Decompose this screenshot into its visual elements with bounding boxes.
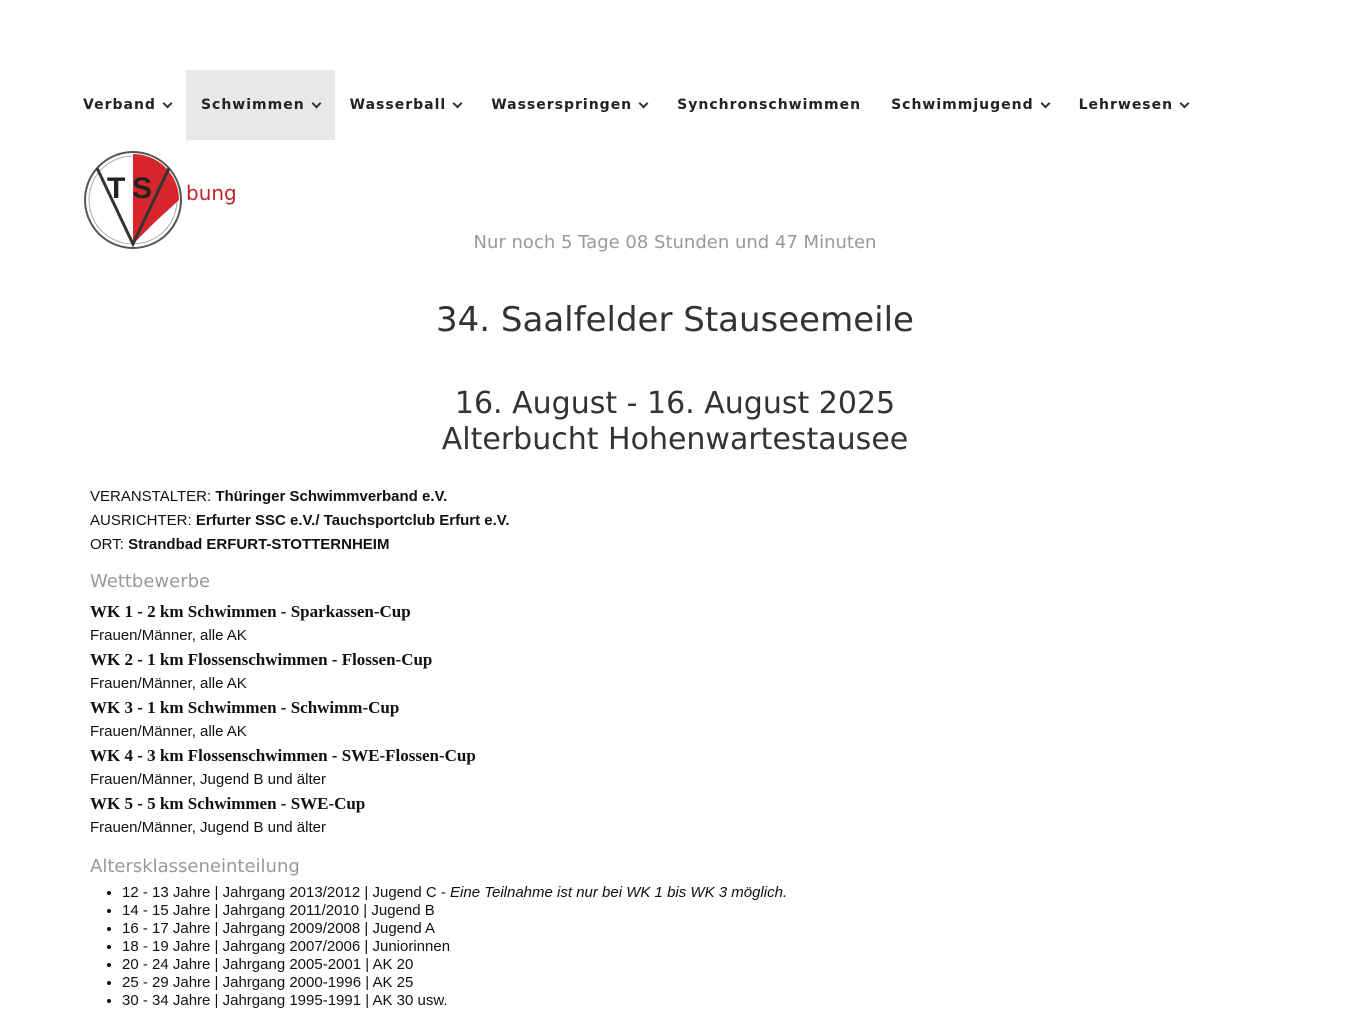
wk-subtitle: Frauen/Männer, alle AK: [90, 675, 247, 692]
chevron-down-icon: [639, 98, 649, 108]
nav-item-synchronschwimmen[interactable]: [662, 70, 876, 140]
veranstalter-label: VERANSTALTER:: [90, 488, 216, 505]
ort-value: Strandbad ERFURT-STOTTERNHEIM: [128, 536, 390, 553]
chevron-down-icon: [453, 98, 463, 108]
wk-title: WK 2 - 1 km Flossenschwimmen - Flossen-Cup: [90, 650, 433, 669]
ak-text: 30 - 34 Jahre | Jahrgang 1995-1991 | AK 30 usw.: [122, 992, 448, 1009]
nav-item-schwimmjugend[interactable]: [876, 70, 1064, 140]
ak-text: 25 - 29 Jahre | Jahrgang 2000-1996 | AK 25: [122, 974, 414, 991]
wk-title: WK 4 - 3 km Flossenschwimmen - SWE-Flossen-Cup: [90, 746, 476, 765]
wk-subtitle: Frauen/Männer, Jugend B und älter: [90, 819, 326, 836]
ak-text: 12 - 13 Jahre | Jahrgang 2013/2012 | Jugend C -: [122, 884, 451, 901]
wk-subtitle: Frauen/Männer, alle AK: [90, 627, 247, 644]
nav-label: Synchronschwimmen: [677, 97, 862, 113]
nav-item-wasserball[interactable]: [335, 70, 477, 140]
chevron-down-icon: [162, 98, 172, 108]
breadcrumb[interactable]: bung: [186, 181, 237, 205]
event-location: Alterbucht Hohenwartestausee: [441, 422, 909, 457]
ort-label: ORT:: [90, 536, 129, 553]
ak-text: 14 - 15 Jahre | Jahrgang 2011/2010 | Jugend B: [122, 902, 435, 919]
list-item: [122, 938, 787, 956]
ausrichter-label: AUSRICHTER:: [90, 512, 196, 529]
nav-label: Schwimmen: [200, 97, 305, 113]
event-date-location: [0, 386, 1350, 458]
chevron-down-icon: [1180, 98, 1190, 108]
chevron-down-icon: [1040, 98, 1050, 108]
nav-label: Lehrwesen: [1078, 97, 1174, 113]
ort-line: [90, 533, 510, 557]
wettbewerbe-list: [90, 600, 476, 840]
list-item: [122, 920, 787, 938]
wk-title: WK 1 - 2 km Schwimmen - Sparkassen-Cup: [90, 602, 411, 621]
wettbewerbe-heading: Wettbewerbe: [90, 571, 211, 592]
list-item: [122, 956, 787, 974]
event-dates: 16. August - 16. August 2025: [454, 386, 896, 421]
ak-note: Eine Teilnahme ist nur bei WK 1 bis WK 3 möglich.: [450, 884, 788, 901]
ak-text: 18 - 19 Jahre | Jahrgang 2007/2006 | Juniorinnen: [122, 938, 451, 955]
main-nav: [68, 70, 1203, 140]
altersklassen-list: [90, 884, 787, 1010]
ak-text: 20 - 24 Jahre | Jahrgang 2005-2001 | AK 20: [122, 956, 414, 973]
nav-label: Wasserball: [349, 97, 447, 113]
event-info: [90, 485, 510, 557]
ausrichter-value: Erfurter SSC e.V./ Tauchsportclub Erfurt e.V.: [195, 512, 510, 529]
ausrichter-line: [90, 509, 510, 533]
svg-text:S: S: [132, 172, 153, 205]
altersklassen-heading: Altersklasseneinteilung: [90, 856, 300, 877]
ak-text: 16 - 17 Jahre | Jahrgang 2009/2008 | Jugend A: [122, 920, 436, 937]
svg-text:T: T: [107, 172, 126, 205]
list-item: [122, 974, 787, 992]
chevron-down-icon: [311, 98, 321, 108]
wk-title: WK 5 - 5 km Schwimmen - SWE-Cup: [90, 794, 366, 813]
wk-subtitle: Frauen/Männer, Jugend B und älter: [90, 771, 326, 788]
wk-title: WK 3 - 1 km Schwimmen - Schwimm-Cup: [90, 698, 400, 717]
nav-item-schwimmen[interactable]: [186, 70, 335, 140]
event-title: 34. Saalfelder Stauseemeile: [436, 300, 914, 340]
nav-item-wasserspringen[interactable]: [476, 70, 662, 140]
wk-subtitle: Frauen/Männer, alle AK: [90, 723, 247, 740]
nav-label: Verband: [83, 97, 156, 113]
nav-item-verband[interactable]: [68, 70, 186, 140]
nav-label: Schwimmjugend: [891, 97, 1034, 113]
list-item: [122, 902, 787, 920]
countdown-timer: Nur noch 5 Tage 08 Stunden und 47 Minuten: [473, 232, 877, 253]
list-item: [122, 884, 787, 902]
veranstalter-value: Thüringer Schwimmverband e.V.: [215, 488, 448, 505]
nav-label: Wasserspringen: [491, 97, 633, 113]
nav-item-lehrwesen[interactable]: [1064, 70, 1204, 140]
veranstalter-line: [90, 485, 510, 509]
list-item: [122, 992, 787, 1010]
